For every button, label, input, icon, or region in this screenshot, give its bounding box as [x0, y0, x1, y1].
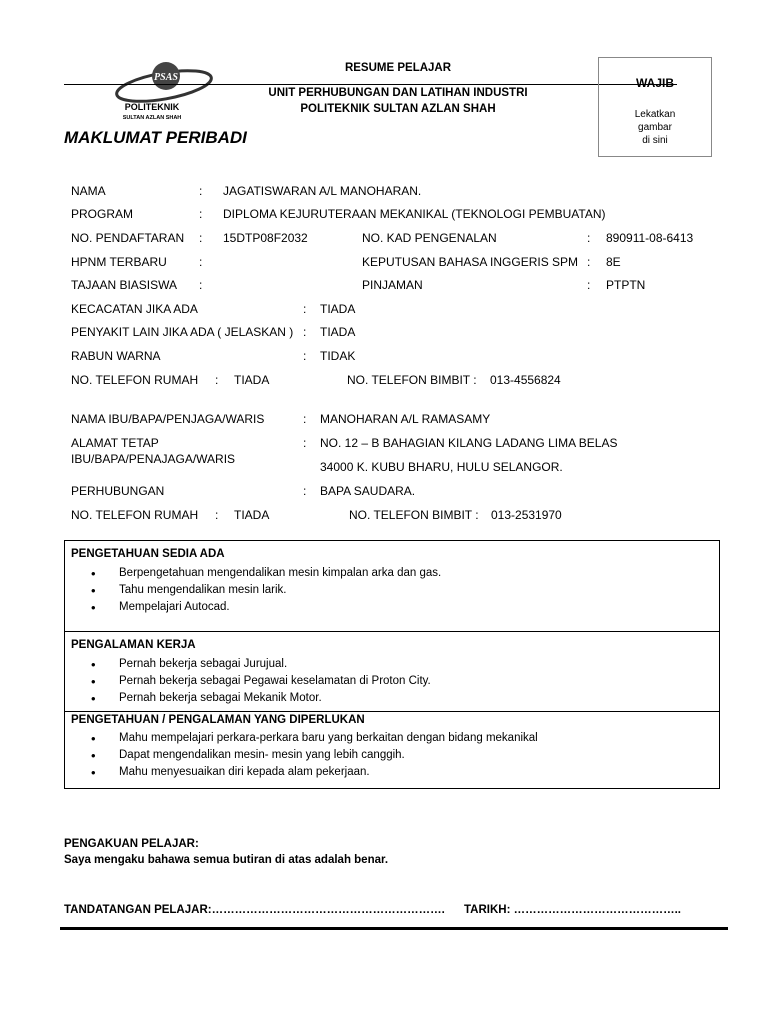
penjaga-tel-rumah-label: NO. TELEFON RUMAH [71, 508, 199, 522]
colon: : [303, 412, 307, 426]
colon: : [303, 436, 307, 450]
nama-label: NAMA [71, 184, 106, 198]
section-box-pengalaman [64, 631, 720, 712]
photo-instruction: Lekatkan gambar di sini [634, 109, 676, 146]
tel-rumah-label: NO. TELEFON RUMAH [71, 373, 199, 387]
svg-text:SULTAN AZLAN SHAH: SULTAN AZLAN SHAH [122, 115, 182, 121]
colon: : [587, 255, 591, 269]
section-heading: PENGETAHUAN / PENGALAMAN YANG DIPERLUKAN [71, 714, 365, 726]
tajaan-label: TAJAAN BIASISWA [71, 278, 178, 292]
alamat-value: 34000 K. KUBU BHARU, HULU SELANGOR. [320, 460, 563, 474]
list-item: • Pernah bekerja sebagai Mekanik Motor. [91, 690, 431, 707]
declaration-heading: PENGAKUAN PELAJAR: [64, 838, 199, 850]
header-rule [64, 84, 677, 85]
colon: : [215, 373, 219, 387]
pinjaman-label: PINJAMAN [362, 278, 423, 292]
spm-value: 8E [606, 255, 621, 269]
program-label: PROGRAM [71, 207, 134, 221]
list-item: • Pernah bekerja sebagai Jurujual. [91, 656, 431, 673]
list-item: • Mempelajari Autocad. [91, 599, 441, 616]
colon: : [303, 484, 307, 498]
tel-rumah-value: TIADA [234, 373, 270, 387]
bullet-list [91, 565, 441, 616]
perhubungan-label: PERHUBUNGAN [71, 484, 165, 498]
list-item: • Mahu mempelajari perkara-perkara baru yang berkaitan dengan bidang mekanikal [91, 730, 538, 747]
penjaga-nama-label: NAMA IBU/BAPA/PENJAGA/WARIS [71, 412, 265, 426]
date-field: TARIKH: …………………………………….. [464, 904, 682, 916]
penyakit-label: PENYAKIT LAIN JIKA ADA ( JELASKAN ) [71, 325, 294, 339]
colon: : [199, 278, 203, 292]
photo-required-label: WAJIB [635, 76, 674, 90]
colon: : [215, 508, 219, 522]
rabun-value: TIDAK [320, 349, 356, 363]
list-item: • Pernah bekerja sebagai Pegawai keselamatan di Proton City. [91, 673, 431, 690]
colon: : [587, 278, 591, 292]
pendaftaran-label: NO. PENDAFTARAN [71, 231, 185, 245]
colon: : [199, 207, 203, 221]
list-item: • Tahu mengendalikan mesin larik. [91, 582, 441, 599]
list-item: • Dapat mengendalikan mesin- mesin yang lebih canggih. [91, 747, 538, 764]
kecacatan-label: KECACATAN JIKA ADA [71, 302, 198, 316]
section-heading: PENGALAMAN KERJA [71, 639, 196, 651]
section-box-diperlukan [64, 711, 720, 789]
section-title: MAKLUMAT PERIBADI [64, 128, 247, 147]
kecacatan-value: TIADA [320, 302, 356, 316]
declaration-text: Saya mengaku bahawa semua butiran di atas adalah benar. [64, 854, 389, 866]
tel-bimbit-label: NO. TELEFON BIMBIT : [347, 373, 477, 387]
alamat-label: ALAMAT TETAP [71, 436, 159, 450]
photo-placeholder [598, 57, 712, 157]
colon: : [199, 255, 203, 269]
alamat-value: NO. 12 – B BAHAGIAN KILANG LADANG LIMA BELAS [320, 436, 618, 450]
penjaga-tel-bimbit-value: 013-2531970 [491, 508, 562, 522]
colon: : [199, 231, 203, 245]
colon: : [303, 302, 307, 316]
footer-rule [60, 927, 728, 930]
svg-text:PSAS: PSAS [154, 72, 178, 83]
tel-bimbit-value: 013-4556824 [490, 373, 561, 387]
spm-label: KEPUTUSAN BAHASA INGGERIS SPM [362, 255, 579, 269]
unit-title: UNIT PERHUBUNGAN DAN LATIHAN INDUSTRI [268, 87, 528, 99]
bullet-list [91, 656, 431, 707]
pinjaman-value: PTPTN [606, 278, 646, 292]
penjaga-nama-value: MANOHARAN A/L RAMASAMY [320, 412, 491, 426]
svg-text:POLITEKNIK: POLITEKNIK [124, 102, 180, 112]
list-item: • Mahu menyesuaikan diri kepada alam pekerjaan. [91, 764, 538, 781]
penjaga-tel-bimbit-label: NO. TELEFON BIMBIT : [349, 508, 479, 522]
nama-value: JAGATISWARAN A/L MANOHARAN. [223, 184, 422, 198]
bullet-list [91, 730, 538, 781]
colon: : [587, 231, 591, 245]
kad-value: 890911-08-6413 [606, 231, 694, 245]
section-heading: PENGETAHUAN SEDIA ADA [71, 548, 225, 560]
penyakit-value: TIADA [320, 325, 356, 339]
signature-field: TANDATANGAN PELAJAR:……………………………………………………. [64, 904, 445, 916]
list-item: • Berpengetahuan mengendalikan mesin kimpalan arka dan gas. [91, 565, 441, 582]
colon: : [199, 184, 203, 198]
kad-label: NO. KAD PENGENALAN [362, 231, 497, 245]
perhubungan-value: BAPA SAUDARA. [320, 484, 416, 498]
colon: : [303, 349, 307, 363]
pendaftaran-value: 15DTP08F2032 [223, 231, 308, 245]
alamat-label: IBU/BAPA/PENAJAGA/WARIS [71, 452, 236, 466]
section-box-pengetahuan [64, 540, 720, 632]
hpnm-label: HPNM TERBARU [71, 255, 167, 269]
rabun-label: RABUN WARNA [71, 349, 161, 363]
penjaga-tel-rumah-value: TIADA [234, 508, 270, 522]
colon: : [303, 325, 307, 339]
doc-title: RESUME PELAJAR [344, 62, 452, 74]
institution-title: POLITEKNIK SULTAN AZLAN SHAH [300, 103, 496, 115]
program-value: DIPLOMA KEJURUTERAAN MEKANIKAL (TEKNOLOGI PEMBUATAN) [223, 207, 606, 221]
